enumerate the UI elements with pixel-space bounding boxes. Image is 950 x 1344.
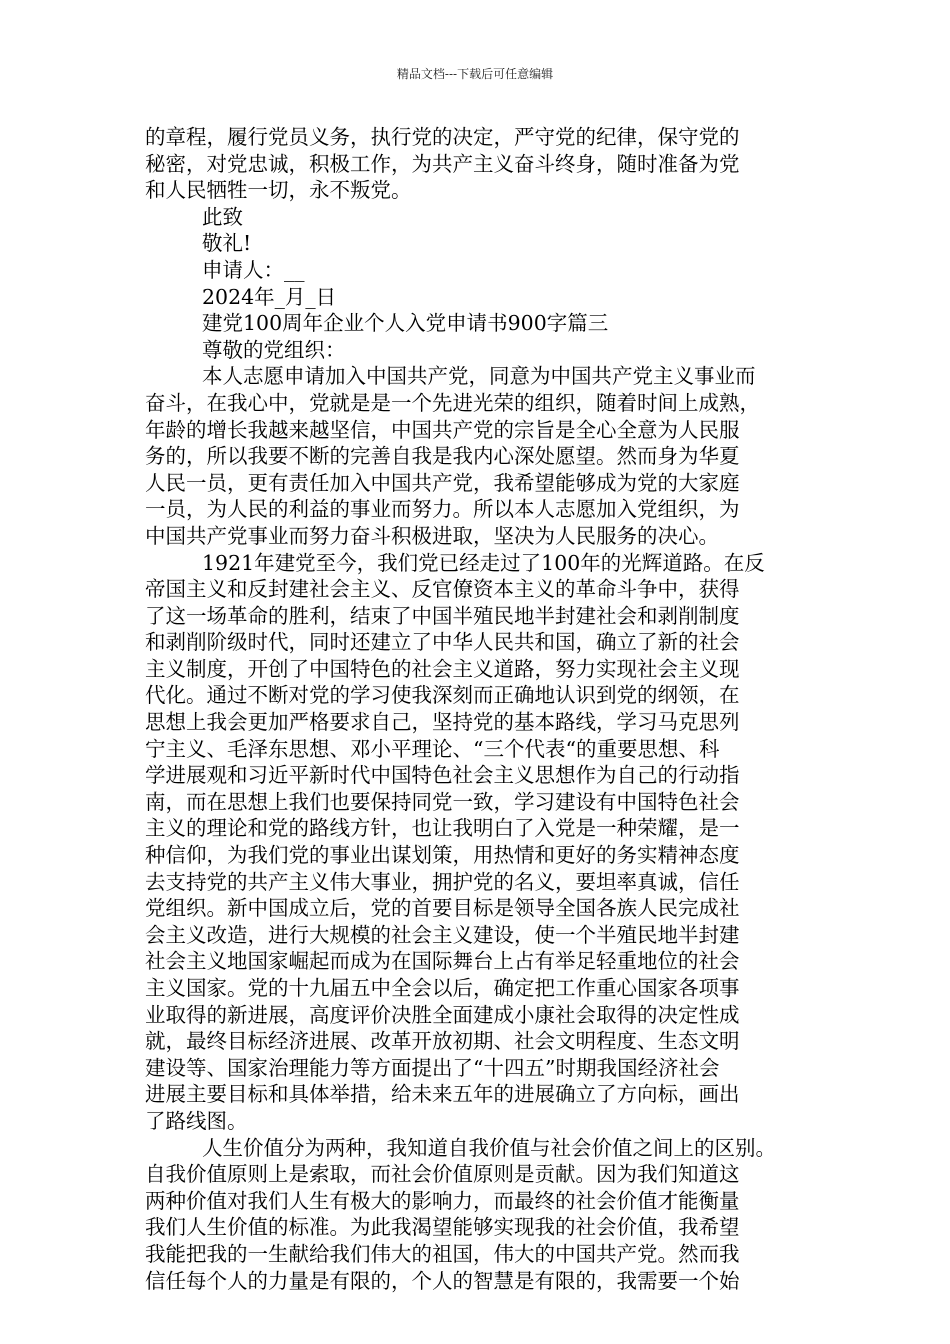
text-line: 思想上我会更加严格要求自己，坚持党的基本路线，学习马克思列 [145,710,740,735]
text-line: 本人志愿申请加入中国共产党，同意为中国共产党主义事业而 [202,364,756,389]
text-line: 敬礼! [202,231,252,256]
text-line: 两种价值对我们人生有极大的影响力，而最终的社会价值才能衡量 [145,1188,740,1213]
text-line: 种信仰，为我们党的事业出谋划策，用热情和更好的务实精神态度 [145,843,740,868]
text-line: 了路线图。 [145,1108,248,1133]
text-line: 2024年_月_日 [202,284,337,309]
text-line: 社会主义地国家崛起而成为在国际舞台上占有举足轻重地位的社会 [145,949,740,974]
text-line: 和剥削阶级时代，同时还建立了中华人民共和国，确立了新的社会 [145,630,740,655]
text-line: 代化。通过不断对党的学习使我深刻而正确地认识到党的纲领，在 [145,683,740,708]
text-line: 年龄的增长我越来越坚信，中国共产党的宗旨是全心全意为人民服 [145,417,740,442]
text-line: 人民一员，更有责任加入中国共产党，我希望能够成为党的大家庭 [145,470,740,495]
text-line: 1921年建党至今，我们党已经走过了100年的光辉道路。在反 [202,550,765,575]
text-line: 秘密，对党忠诚，积极工作，为共产主义奋斗终身，随时准备为党 [145,151,740,176]
document-body [145,124,805,1294]
text-line: 人生价值分为两种，我知道自我价值与社会价值之间上的区别。 [202,1135,776,1160]
text-line: 会主义改造，进行大规模的社会主义建设，使一个半殖民地半封建 [145,922,740,947]
text-line: 就，最终目标经济进展、改革开放初期、社会文明程度、生态文明 [145,1029,740,1054]
text-line: 主义的理论和党的路线方针，也让我明白了入党是一种荣耀，是一 [145,816,740,841]
text-line: 的章程，履行党员义务，执行党的决定，严守党的纪律，保守党的 [145,125,740,149]
text-line: 尊敬的党组织： [202,337,346,362]
text-line: 南，而在思想上我们也要保持同党一致，学习建设有中国特色社会 [145,789,740,814]
text-line: 此致 [202,204,243,229]
text-line: 宁主义、毛泽东思想、邓小平理论、“三个代表“的重要思想、科 [145,736,720,761]
text-line: 信任每个人的力量是有限的，个人的智慧是有限的，我需要一个始 [145,1268,740,1293]
text-line: 学进展观和习近平新时代中国特色社会主义思想作为自己的行动指 [145,763,740,788]
text-line: 我能把我的一生献给我们伟大的祖国，伟大的中国共产党。然而我 [145,1241,740,1266]
page-header: 精品文档---下载后可任意编辑 [396,67,554,81]
text-line: 务的，所以我要不断的完善自我是我内心深处愿望。然而身为华夏 [145,444,740,469]
text-line: 了这一场革命的胜利，结束了中国半殖民地半封建社会和剥削制度 [145,603,740,628]
text-line: 帝国主义和反封建社会主义、反官僚资本主义的革命斗争中，获得 [145,577,740,602]
text-line: 主义制度，开创了中国特色的社会主义道路，努力实现社会主义现 [145,656,740,681]
text-line: 自我价值原则上是索取，而社会价值原则是贡献。因为我们知道这 [145,1162,740,1187]
text-line: 业取得的新进展，高度评价决胜全面建成小康社会取得的决定性成 [145,1002,740,1027]
text-line: 主义国家。党的十九届五中全会以后，确定把工作重心国家各项事 [145,976,740,1000]
text-line: 建党100周年企业个人入党申请书900字篇三 [202,311,609,336]
text-line: 建设等、国家治理能力等方面提出了“十四五”时期我国经济社会 [145,1055,720,1080]
text-line: 党组织。新中国成立后，党的首要目标是领导全国各族人民完成社 [145,896,740,921]
text-line: 和人民牺牲一切，永不叛党。 [145,178,412,203]
text-line: 我们人生价值的标准。为此我渴望能够实现我的社会价值，我希望 [145,1215,740,1240]
text-line: 申请人：__ [202,257,305,282]
text-line: 中国共产党事业而努力奋斗积极进取，坚决为人民服务的决心。 [145,523,719,548]
text-line: 去支持党的共产主义伟大事业，拥护党的名义，要坦率真诚，信任 [145,869,740,894]
text-line: 一员，为人民的利益的事业而努力。所以本人志愿加入党组织，为 [145,497,740,522]
text-line: 进展主要目标和具体举措，给未来五年的进展确立了方向标，画出 [145,1082,740,1107]
text-line: 奋斗，在我心中，党就是是一个先进光荣的组织，随着时间上成熟， [145,390,760,415]
